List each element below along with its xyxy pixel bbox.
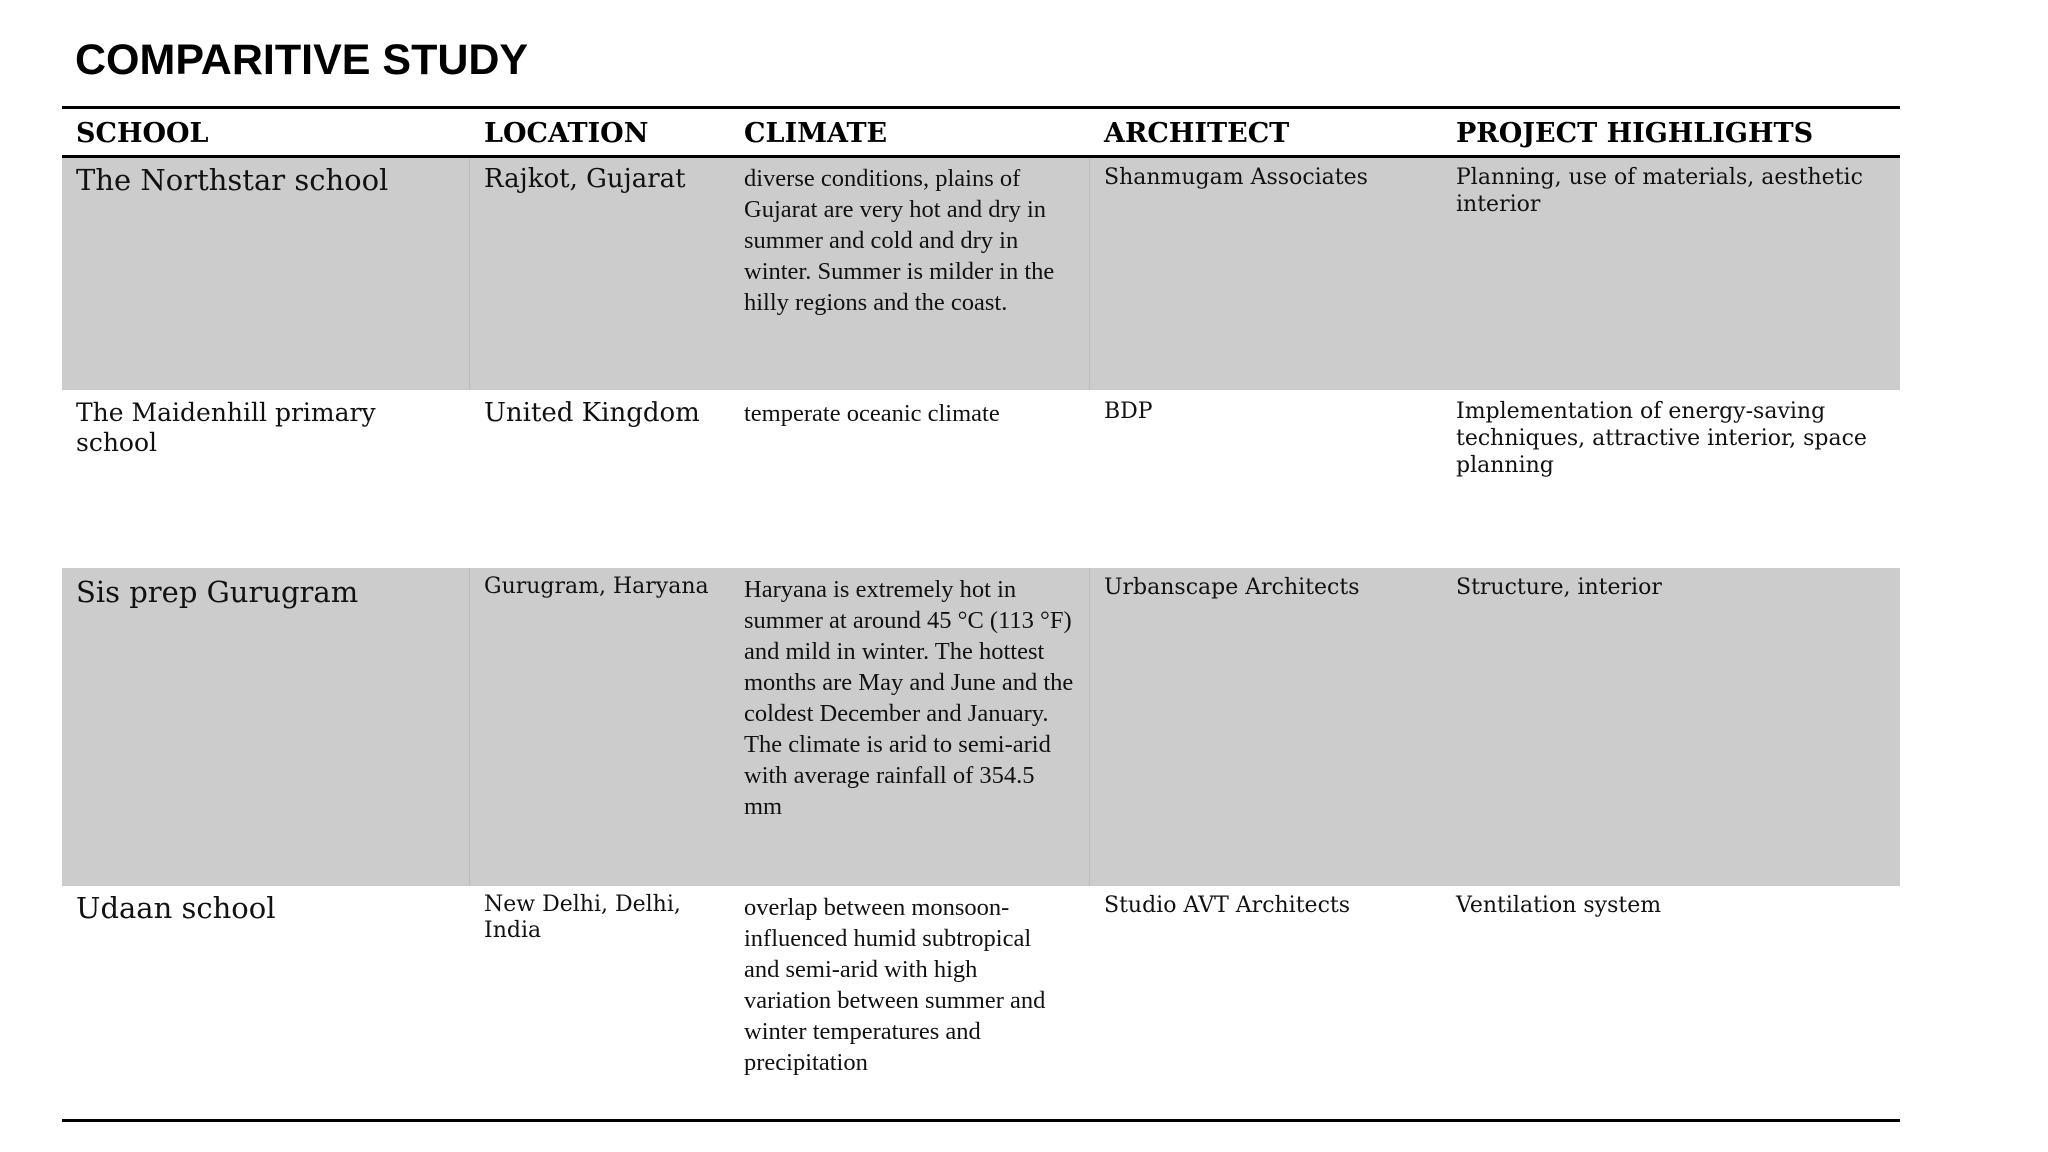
cell-school: Udaan school <box>76 891 276 925</box>
cell-climate: diverse conditions, plains of Gujarat are very hot and dry in summer and cold and dry in winter. Summer is milder in the hilly regions and the coast. <box>730 158 1090 390</box>
header-climate: CLIMATE <box>744 118 888 149</box>
cell-climate: Haryana is extremely hot in summer at around 45 °C (113 °F) and mild in winter. The hottest months are May and June and the coldest December and January. The climate is arid to semi-arid with average rainfall of 354.5 mm <box>730 568 1090 886</box>
table-row <box>62 886 1900 1119</box>
cell-highlights: Implementation of energy-saving techniques, attractive interior, space planning <box>1456 399 1867 478</box>
header-location: LOCATION <box>484 118 649 149</box>
table-header <box>62 109 1900 158</box>
cell-architect: Urbanscape Architects <box>1104 575 1360 600</box>
comparative-table <box>62 106 1900 1122</box>
page-title: COMPARITIVE STUDY <box>75 36 529 84</box>
cell-highlights: Planning, use of materials, aesthetic interior <box>1456 165 1863 217</box>
cell-climate: temperate oceanic climate <box>744 400 1000 427</box>
cell-location: Gurugram, Haryana <box>484 574 709 599</box>
cell-architect: Shanmugam Associates <box>1104 165 1368 190</box>
cell-school: The Maidenhill primary school <box>76 398 376 457</box>
table-row <box>62 390 1900 568</box>
table-row <box>62 158 1900 390</box>
cell-location: New Delhi, Delhi, India <box>484 892 681 943</box>
cell-highlights: Ventilation system <box>1456 893 1662 918</box>
table-row <box>62 568 1900 886</box>
cell-climate: overlap between monsoon-influenced humid subtropical and semi-arid with high variation between summer and winter temperatures and precipitation <box>744 894 1046 1076</box>
cell-architect: Studio AVT Architects <box>1104 893 1351 918</box>
cell-location: United Kingdom <box>484 398 700 428</box>
header-highlights: PROJECT HIGHLIGHTS <box>1456 118 1814 149</box>
cell-school: The Northstar school <box>62 158 470 390</box>
cell-architect: BDP <box>1104 399 1153 424</box>
header-architect: ARCHITECT <box>1104 118 1290 149</box>
cell-school: Sis prep Gurugram <box>62 568 470 886</box>
cell-location: Rajkot, Gujarat <box>484 164 686 194</box>
header-school: SCHOOL <box>76 118 209 149</box>
cell-highlights: Structure, interior <box>1456 575 1662 600</box>
